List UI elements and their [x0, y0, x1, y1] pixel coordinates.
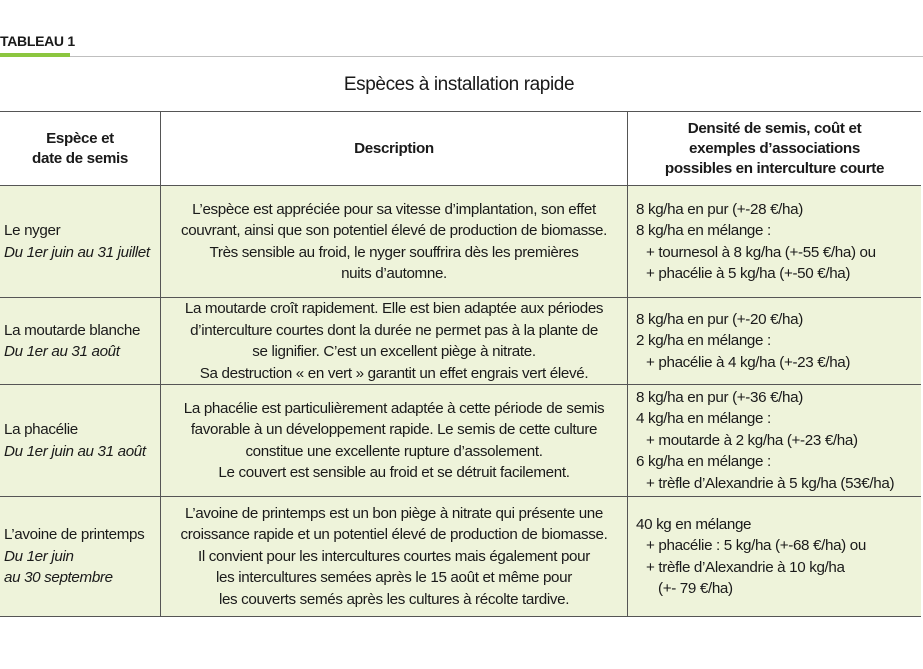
- density-line: + moutarde à 2 kg/ha (+-23 €/ha): [646, 431, 858, 449]
- table-row: [0, 385, 921, 497]
- density-line: 8 kg/ha en pur (+-36 €/ha): [636, 388, 803, 406]
- species-cell: [0, 298, 161, 385]
- sowing-date: Du 1er juin: [4, 547, 74, 565]
- density-line: 8 kg/ha en mélange :: [636, 222, 771, 239]
- density-line: 4 kg/ha en mélange :: [636, 410, 771, 428]
- density-line: + phacélie à 5 kg/ha (+-50 €/ha): [646, 265, 851, 282]
- header-density-line: exemples d’associations: [689, 139, 860, 157]
- density-line: 8 kg/ha en pur (+-28 €/ha): [636, 200, 803, 218]
- description-cell: [161, 497, 628, 617]
- description-cell: [161, 385, 628, 497]
- description-line: constitue une excellente rupture d’assolement.: [245, 442, 543, 460]
- density-cell: [628, 298, 922, 385]
- description-line: d’interculture courtes dont la durée ne permet pas à la plante de: [190, 321, 598, 339]
- density-line: 6 kg/ha en mélange :: [636, 453, 771, 471]
- description-line: se lignifier. C’est un excellent piège à nitrate.: [252, 343, 536, 360]
- table-row: [0, 186, 921, 298]
- description-line: L’espèce est appréciée pour sa vitesse d’implantation, son effet: [192, 200, 596, 218]
- density-line: (+- 79 €/ha): [658, 580, 733, 597]
- description-line: couvrant, ainsi que son potentiel élevé de production de biomasse.: [180, 222, 608, 239]
- description-cell: [161, 298, 628, 385]
- species-name: Le nyger: [4, 222, 61, 239]
- sowing-date: au 30 septembre: [4, 569, 113, 587]
- density-line: + tournesol à 8 kg/ha (+-55 €/ha) ou: [646, 243, 876, 261]
- description-line: Il convient pour les intercultures courtes mais également pour: [198, 547, 590, 565]
- description-line: Sa destruction « en vert » garantit un effet engrais vert élevé.: [199, 364, 589, 382]
- header-species-line: Espèce et: [46, 129, 114, 147]
- density-line: + phacélie à 4 kg/ha (+-23 €/ha): [646, 353, 851, 371]
- description-line: croissance rapide et un potentiel élevé de production de biomasse.: [180, 526, 608, 544]
- description-line: nuits d’automne.: [341, 265, 447, 282]
- table-header-row: [0, 112, 921, 186]
- species-cell: [0, 497, 161, 617]
- species-name: La phacélie: [4, 421, 78, 438]
- density-line: + trèfle d’Alexandrie à 10 kg/ha: [646, 558, 845, 576]
- description-line: La moutarde croît rapidement. Elle est bien adaptée aux périodes: [184, 300, 604, 317]
- table-title: Espèces à installation rapide: [343, 74, 575, 95]
- table-row: [0, 298, 921, 385]
- sowing-date: Du 1er juin au 31 juillet: [4, 243, 150, 261]
- description-line: Très sensible au froid, le nyger souffrira dès les premières: [209, 243, 579, 261]
- species-name: L’avoine de printemps: [4, 526, 145, 544]
- header-species: [0, 112, 161, 186]
- header-density: [628, 112, 922, 186]
- description-line: les intercultures semées après le 15 août et même pour: [216, 569, 572, 587]
- sowing-date: Du 1er juin au 31 août: [4, 442, 146, 460]
- sowing-date: Du 1er au 31 août: [4, 343, 120, 360]
- description-line: La phacélie est particulièrement adaptée à cette période de semis: [183, 399, 605, 417]
- header-density-line: possibles en interculture courte: [664, 159, 885, 177]
- label-accent-bar: [0, 53, 70, 57]
- species-table: [0, 111, 921, 617]
- density-line: + trèfle d’Alexandrie à 5 kg/ha (53€/ha): [646, 474, 895, 492]
- header-density-line: Densité de semis, coût et: [687, 119, 862, 137]
- description-line: les couverts semés après les cultures à récolte tardive.: [218, 590, 570, 608]
- density-line: + phacélie : 5 kg/ha (+-68 €/ha) ou: [646, 537, 866, 554]
- species-cell: [0, 186, 161, 298]
- description-line: L’avoine de printemps est un bon piège à nitrate qui présente une: [185, 504, 603, 522]
- description-line: Le couvert est sensible au froid et se détruit facilement.: [218, 464, 570, 481]
- header-species-line: date de semis: [32, 149, 128, 167]
- density-line: 2 kg/ha en mélange :: [636, 332, 771, 350]
- density-cell: [628, 497, 922, 617]
- header-description: Description: [161, 112, 628, 186]
- label-divider: [70, 56, 923, 57]
- species-cell: [0, 385, 161, 497]
- table-row: [0, 497, 921, 617]
- density-cell: [628, 186, 922, 298]
- density-cell: [628, 385, 922, 497]
- description-cell: [161, 186, 628, 298]
- species-name: La moutarde blanche: [4, 321, 141, 339]
- table-label: TABLEAU 1: [0, 33, 75, 49]
- density-line: 40 kg en mélange: [636, 515, 752, 533]
- density-line: 8 kg/ha en pur (+-20 €/ha): [636, 310, 803, 328]
- description-line: favorable à un développement rapide. Le semis de cette culture: [190, 421, 598, 438]
